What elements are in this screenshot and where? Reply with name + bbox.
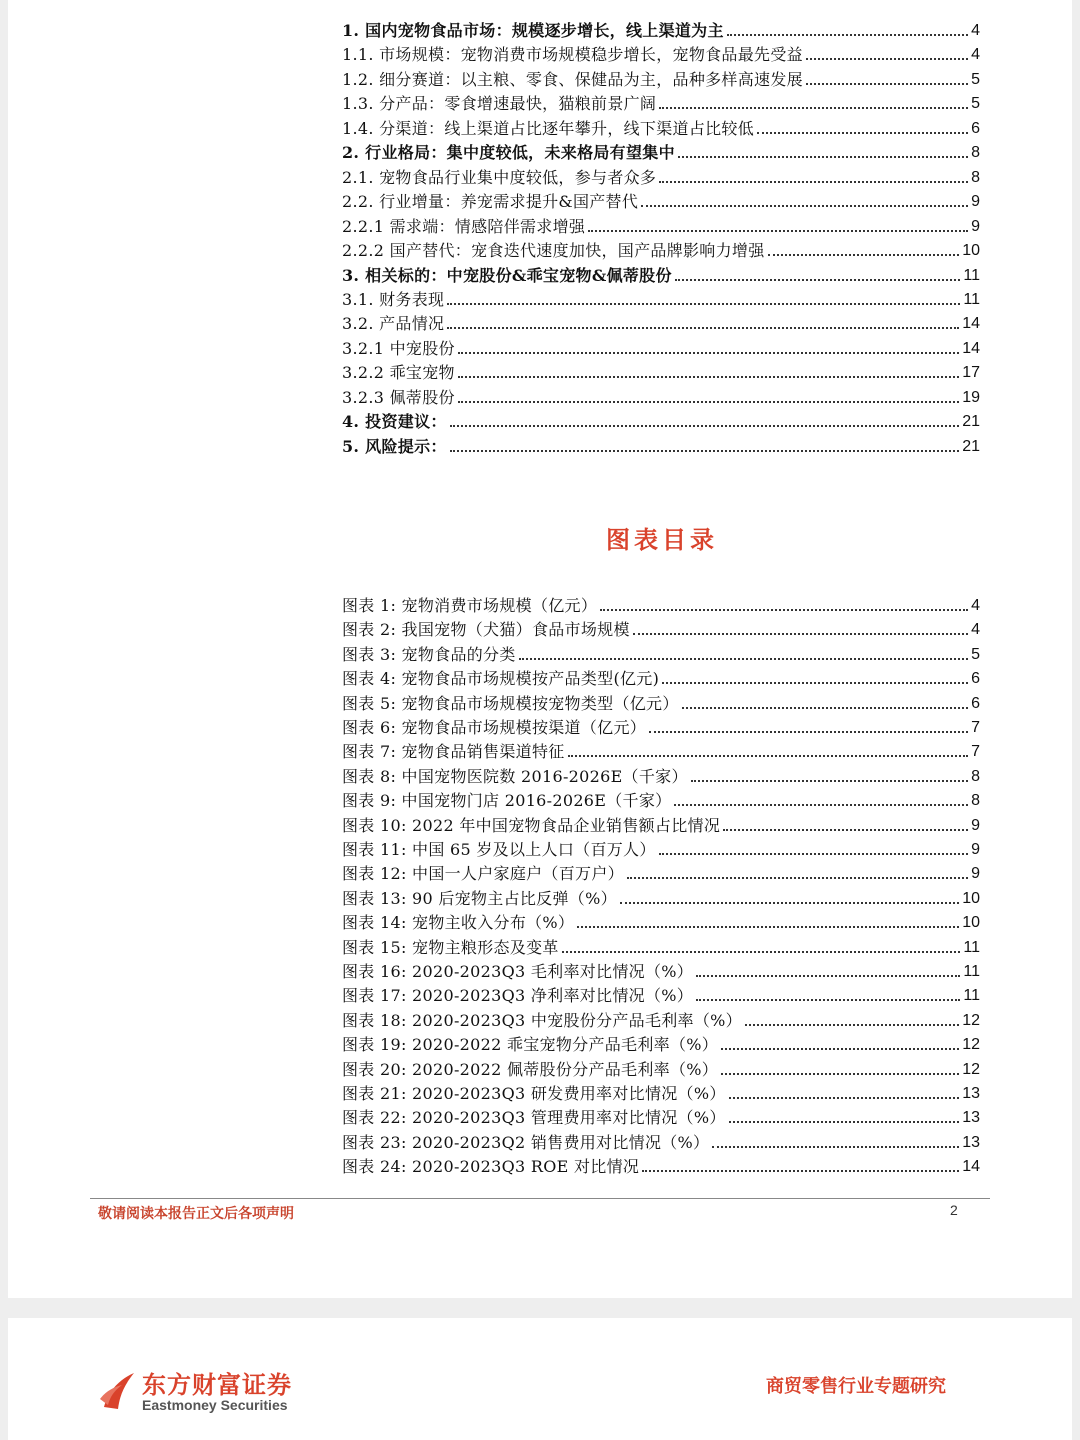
dot-leader [519,657,968,660]
figure-entry-label: 图表 11: 中国 65 岁及以上人口（百万人） [342,840,656,859]
toc-entry-label: 3.2.1 中宠股份 [342,338,455,358]
dot-leader [729,1120,960,1123]
dot-leader [458,375,959,378]
toc-entry-label: 1.4. 分渠道：线上渠道占比逐年攀升，线下渠道占比较低 [342,118,755,138]
toc-entry-label: 3.2.3 佩蒂股份 [342,387,455,407]
toc-entry-page: 8 [971,144,980,162]
dot-leader [696,998,960,1001]
figure-entry[interactable] [342,1031,980,1055]
toc-entry[interactable] [342,408,980,432]
figure-entry[interactable] [342,738,980,762]
figure-entry-page: 11 [963,987,980,1005]
toc-entry-page: 5 [971,95,980,113]
figure-entry-page: 9 [971,816,980,834]
figure-entry-label: 图表 19: 2020-2022 乖宝宠物分产品毛利率（%） [342,1035,719,1055]
dot-leader [568,754,969,757]
toc-entry-label: 2. 行业格局：集中度较低，未来格局有望集中 [342,143,675,163]
figure-entry[interactable] [342,641,980,665]
dot-leader [768,253,960,256]
figures-section-title: 图表目录 [606,525,718,554]
figure-entry-page: 10 [962,914,980,932]
toc-entry-page: 4 [971,46,980,64]
dot-leader [649,730,968,733]
figure-entry-label: 图表 6: 宠物食品市场规模按渠道（亿元） [342,718,647,737]
report-type-label: 商贸零售行业专题研究 [766,1376,946,1397]
toc-entry-label: 3. 相关标的：中宠股份&乖宝宠物&佩蒂股份 [342,265,672,285]
toc-entry-page: 21 [962,437,980,455]
figure-entry-page: 9 [971,865,980,883]
toc-entry-page: 14 [962,339,980,357]
footer-divider [90,1198,990,1199]
toc-entry[interactable] [342,17,980,41]
toc-entry[interactable] [342,41,980,65]
dot-leader [447,326,959,329]
figure-entry-label: 图表 20: 2020-2022 佩蒂股份分产品毛利率（%） [342,1059,719,1079]
figure-entry-label: 图表 2: 我国宠物（犬猫）食品市场规模 [342,620,630,640]
toc-entry-page: 9 [971,217,980,235]
toc-entry-label: 2.2. 行业增量：养宠需求提升&国产替代 [342,192,639,212]
toc-entry[interactable] [342,164,980,188]
figure-entry[interactable] [342,714,980,738]
toc-entry[interactable] [342,262,980,286]
toc-entry-page: 19 [962,388,980,406]
figure-entry[interactable] [342,763,980,787]
dot-leader [745,1023,959,1026]
dot-leader [659,180,968,183]
figure-entry-page: 7 [971,743,980,761]
figure-entry-label: 图表 17: 2020-2023Q3 净利率对比情况（%） [342,986,694,1006]
toc-entry[interactable] [342,433,980,457]
toc-entry-page: 6 [971,119,980,137]
toc-entry[interactable] [342,213,980,237]
figure-entry[interactable] [342,1129,980,1153]
figure-entry-page: 11 [963,963,980,980]
figure-entry-label: 图表 22: 2020-2023Q3 管理费用率对比情况（%） [342,1108,726,1128]
figure-entry-page: 10 [962,889,980,907]
dot-leader [662,681,968,684]
dot-leader [696,974,960,977]
toc-entry-page: 17 [962,364,980,382]
toc-entry-page: 9 [971,193,980,211]
figure-entry-label: 图表 4: 宠物食品市场规模按产品类型(亿元) [342,669,660,689]
figure-entry-label: 图表 18: 2020-2023Q3 中宠股份分产品毛利率（%） [342,1010,742,1030]
figure-entry-page: 8 [971,767,980,785]
figure-entry-page: 4 [971,621,980,639]
toc-entry-page: 8 [971,168,980,186]
dot-leader [727,33,968,36]
figure-entry[interactable] [342,1104,980,1128]
toc-entry-label: 3.2.2 乖宝宠物 [342,363,455,383]
dot-leader [450,449,960,452]
toc-entry[interactable] [342,90,980,114]
dot-leader [600,608,968,611]
logo-english-name: Eastmoney Securities [142,1397,288,1413]
dot-leader [757,131,968,134]
toc-entry-label: 3.1. 财务表现 [342,289,445,309]
dot-leader [620,901,959,904]
figure-entry-label: 图表 9: 中国宠物门店 2016-2026E（千家） [342,791,672,811]
dot-leader [447,302,960,305]
company-logo [98,1365,318,1420]
toc-entry[interactable] [342,335,980,359]
toc-entry-page: 5 [971,70,980,88]
figure-entry[interactable] [342,1080,980,1104]
toc-entry-label: 1. 国内宠物食品市场：规模逐步增长，线上渠道为主 [342,21,724,40]
figure-entry-page: 6 [971,694,980,712]
dot-leader [675,278,961,281]
figure-entry[interactable] [342,1153,980,1177]
toc-entry[interactable] [342,188,980,212]
figure-entry-label: 图表 1: 宠物消费市场规模（亿元） [342,596,598,615]
dot-leader [721,1047,959,1050]
figure-entry-label: 图表 8: 中国宠物医院数 2016-2026E（千家） [342,766,688,786]
figure-entry-page: 5 [971,645,980,663]
figure-entry-page: 12 [962,1060,980,1078]
dot-leader [659,852,968,855]
dot-leader [712,1145,959,1148]
dot-leader [562,950,961,953]
figure-entry[interactable] [342,592,980,616]
figure-entry-page: 9 [971,841,980,858]
figure-entry[interactable] [342,958,980,982]
dot-leader [450,424,960,427]
figure-entry-label: 图表 23: 2020-2023Q2 销售费用对比情况（%） [342,1132,710,1152]
figure-entry-page: 14 [962,1158,980,1176]
figure-entry-page: 7 [971,719,980,736]
figure-entry[interactable] [342,1007,980,1031]
toc-entry-label: 1.3. 分产品：零食增速最快，猫粮前景广阔 [342,94,657,114]
toc-entry-page: 11 [963,266,980,284]
figure-entry[interactable] [342,860,980,884]
toc-entry[interactable] [342,66,980,90]
toc-entry-label: 4. 投资建议： [342,412,447,432]
dot-leader [806,82,968,85]
figure-entry-page: 12 [962,1036,980,1054]
figure-entry[interactable] [342,836,980,860]
dot-leader [682,706,968,709]
figure-entry-page: 13 [962,1109,980,1127]
figure-entry-page: 11 [963,938,980,956]
figure-entry-label: 图表 24: 2020-2023Q3 ROE 对比情况 [342,1157,640,1177]
toc-entry-page: 14 [962,315,980,333]
figure-entry[interactable] [342,885,980,909]
toc-entry[interactable] [342,115,980,139]
figure-entry[interactable] [342,909,980,933]
figure-entry[interactable] [342,690,980,714]
figure-entry-label: 图表 7: 宠物食品销售渠道特征 [342,742,565,762]
figure-entry-page: 4 [971,597,980,614]
dot-leader [588,229,968,232]
toc-entry[interactable] [342,237,980,261]
figure-entry[interactable] [342,1056,980,1080]
dot-leader [721,1072,959,1075]
figure-entry-label: 图表 15: 宠物主粮形态及变革 [342,937,559,957]
figure-entry[interactable] [342,982,980,1006]
dot-leader [678,155,968,158]
toc-entry[interactable] [342,384,980,408]
eastmoney-logo-icon [98,1369,138,1413]
figure-entry-label: 图表 5: 宠物食品市场规模按宠物类型（亿元） [342,693,679,713]
dot-leader [659,106,968,109]
dot-leader [723,828,968,831]
page-number: 2 [950,1202,958,1218]
toc-entry-page: 21 [962,413,980,431]
toc-entry-page: 11 [963,290,980,308]
toc-entry-page: 4 [971,22,980,39]
figure-entry-page: 6 [971,670,980,688]
figure-entry-label: 图表 14: 宠物主收入分布（%） [342,913,575,933]
figure-entry-label: 图表 3: 宠物食品的分类 [342,644,516,664]
dot-leader [577,925,959,928]
toc-entry[interactable] [342,359,980,383]
dot-leader [806,57,968,60]
figure-entry-label: 图表 10: 2022 年中国宠物食品企业销售额占比情况 [342,815,721,835]
figure-entry[interactable] [342,665,980,689]
figure-entry-label: 图表 12: 中国一人户家庭户（百万户） [342,864,624,884]
dot-leader [691,779,968,782]
figure-entry-page: 13 [962,1133,980,1151]
toc-entry-label: 2.2.1 需求端：情感陪伴需求增强 [342,216,586,236]
footer-disclaimer: 敬请阅读本报告正文后各项声明 [98,1206,294,1222]
figure-entry-label: 图表 21: 2020-2023Q3 研发费用率对比情况（%） [342,1084,726,1103]
toc-entry[interactable] [342,286,980,310]
toc-entry-label: 2.2.2 国产替代：宠食迭代速度加快，国产品牌影响力增强 [342,241,765,261]
toc-entry-label: 1.2. 细分赛道：以主粮、零食、保健品为主，品种多样高速发展 [342,69,803,89]
figure-entry-page: 8 [971,792,980,810]
figure-entry-page: 13 [962,1085,980,1102]
toc-entry[interactable] [342,139,980,163]
dot-leader [458,400,959,403]
dot-leader [641,204,968,207]
figure-entry[interactable] [342,787,980,811]
toc-entry-label: 2.1. 宠物食品行业集中度较低，参与者众多 [342,167,657,187]
dot-leader [729,1096,960,1099]
dot-leader [627,876,968,879]
toc-entry-page: 10 [962,242,980,260]
toc-entry[interactable] [342,310,980,334]
figure-entry[interactable] [342,812,980,836]
dot-leader [633,632,968,635]
toc-entry-label: 1.1. 市场规模：宠物消费市场规模稳步增长，宠物食品最先受益 [342,45,803,65]
figure-entry-label: 图表 16: 2020-2023Q3 毛利率对比情况（%） [342,962,694,981]
figure-entry-label: 图表 13: 90 后宠物主占比反弹（%） [342,888,617,908]
toc-entry-label: 3.2. 产品情况 [342,314,445,334]
figure-entry[interactable] [342,616,980,640]
logo-chinese-name: 东方财富证券 [142,1371,292,1399]
dot-leader [674,803,968,806]
figure-entry[interactable] [342,934,980,958]
figure-entry-page: 12 [962,1011,980,1029]
dot-leader [458,351,959,354]
dot-leader [642,1169,959,1172]
toc-entry-label: 5. 风险提示： [342,436,447,456]
